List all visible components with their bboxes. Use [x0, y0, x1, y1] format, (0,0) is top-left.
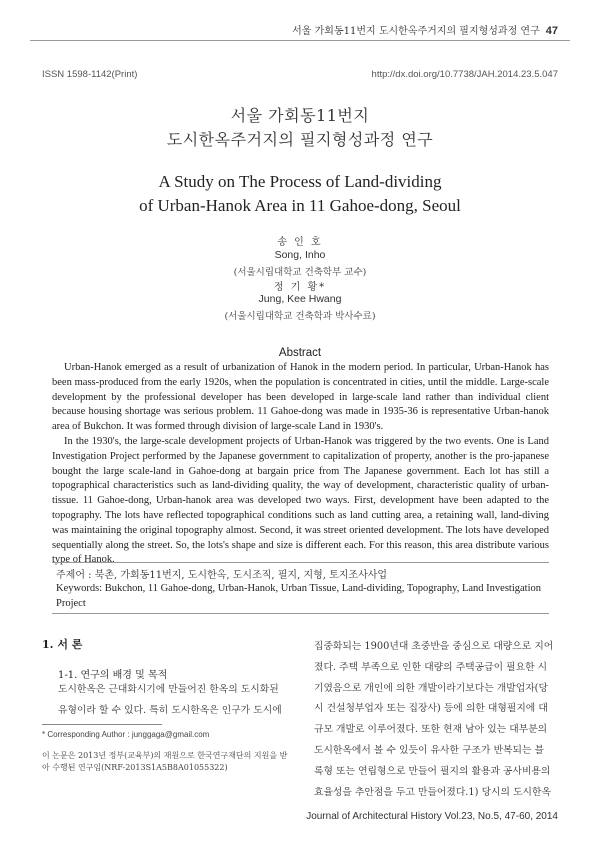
body-line: 도시한옥에서 볼 수 있듯이 유사한 구조가 반복되는 블: [314, 744, 545, 756]
abstract-heading: Abstract: [278, 347, 322, 359]
abstract-paragraph-2: In the 1930's, the large-scale development projects of Urban-Hanok was triggered by the two events. One is Land Investigation Project performed by the Japanese government to capitalization of property, another is the pro-japanese bought the large scale-land in Gahoe-dong at bargain price from The Japanese government. Each lot has still a topographical characteristics such as land-dividing quality, the way of development, characteristic quality of urban-tissue. 11 Gahoe-dong, Urban-hanok area was developed two ways. First, development have been adapted to the topography. The lots have reflected topographical conditions such as land cutting area, a retaining wall, land-diving was maintaining the original topography almost. Second, it was street oriented development. The lots have developed sequentially along the street. So, the lots's shape and size is different each. For this reason, this area distribute various type of Hanok.: [52, 435, 549, 566]
body-line: 록형 또는 연립형으로 만들어 필지의 활용과 공사비용의: [314, 765, 551, 777]
body-line: 규모 개발로 이루어졌다. 또한 현재 남아 있는 대부분의: [314, 724, 548, 736]
left-column-body: [58, 680, 298, 722]
doi-link[interactable]: http://dx.doi.org/10.7738/JAH.2014.23.5.047: [371, 69, 558, 80]
section-heading: 1. 서 론: [42, 638, 83, 651]
title-ko-line1: 서울 가회동11번지: [230, 106, 370, 125]
footnote-rule: [42, 724, 162, 725]
journal-footer: Journal of Architectural History Vol.23, No.5, 47-60, 2014: [306, 811, 558, 822]
body-line: 도시한옥은 근대화시기에 만들어진 한옥의 도시화된: [58, 684, 279, 695]
author1-affiliation: (서울시립대학교 건축학부 교수): [233, 267, 367, 278]
title-en-line2: of Urban-Hanok Area in 11 Gahoe-dong, Seoul: [139, 196, 461, 215]
keywords-rule-top: [52, 562, 549, 563]
issn: ISSN 1598-1142(Print): [42, 69, 138, 80]
right-column-body: [314, 637, 558, 803]
funding-note: 이 논문은 2013년 정부(교육부)의 재원으로 한국연구재단의 지원을 받아 수행된 연구임(NRF-2013S1A5B8A01055322): [42, 751, 288, 772]
body-line: 집중화되는 1900년대 초중반을 중심으로 대량으로 지어: [314, 641, 554, 652]
body-line: 기였음으로 개인에 의한 개발이라기보다는 개발업자(당: [314, 682, 548, 694]
running-head: [292, 22, 558, 37]
author2-name-en: Jung, Kee Hwang: [258, 293, 342, 305]
subsection-heading: 1-1. 연구의 배경 및 목적: [58, 670, 168, 681]
author1-name-ko: 송 인 호: [277, 237, 323, 248]
page-number: 47: [545, 25, 558, 37]
keywords-ko: 주제어 : 북촌, 가회동11번지, 도시한옥, 도시조직, 필지, 지형, 토지조사사업: [56, 570, 388, 581]
title-en-line1: A Study on The Process of Land-dividing: [158, 172, 442, 191]
abstract-body: [52, 361, 549, 568]
body-line: 유형이라 할 수 있다. 특히 도시한옥은 인구가 도시에: [58, 704, 282, 716]
running-head-text: 서울 가회동11번지 도시한옥주거지의 필지형성과정 연구: [292, 26, 540, 37]
header-rule: [30, 40, 570, 41]
body-line: 시 건설청부업자 또는 집장사) 등에 의한 대형필지에 대: [314, 703, 548, 715]
keywords-en: Keywords: Bukchon, 11 Gahoe-dong, Urban-Hanok, Urban Tissue, Land-dividing, Topography, Land Investigation Project: [56, 583, 542, 609]
abstract-paragraph-1: Urban-Hanok emerged as a result of urbanization of Hanok in the modern period. In particular, Urban-Hanok has been mass-produced from the early 1920s, when the population is concentrated in cities, until the middle. Large-scale development by the professional developer has been developed in large-scale land rather than individual client because housing shortage was serious problem. 11 Gahoe-dong was made in 1935-36 is representative Urban-hanok area of Bukchon. It was formed through division of large-scale Land in 1930's.: [52, 362, 549, 433]
author2-affiliation: (서울시립대학교 건축학과 박사수료): [224, 311, 376, 322]
author2-name-ko: 정 기 황*: [273, 282, 327, 293]
body-line: 효율성을 추안점을 두고 만들어졌다.1) 당시의 도시한옥: [314, 786, 551, 798]
corresponding-author-note: * Corresponding Author : junggaga@gmail.com: [42, 730, 210, 739]
title-ko-line2: 도시한옥주거지의 필지형성과정 연구: [166, 130, 434, 149]
keywords-rule-bottom: [52, 613, 549, 614]
author1-name-en: Song, Inho: [274, 249, 326, 261]
body-line: 졌다. 주택 부족으로 인한 대량의 주택공급이 필요한 시: [314, 661, 548, 673]
